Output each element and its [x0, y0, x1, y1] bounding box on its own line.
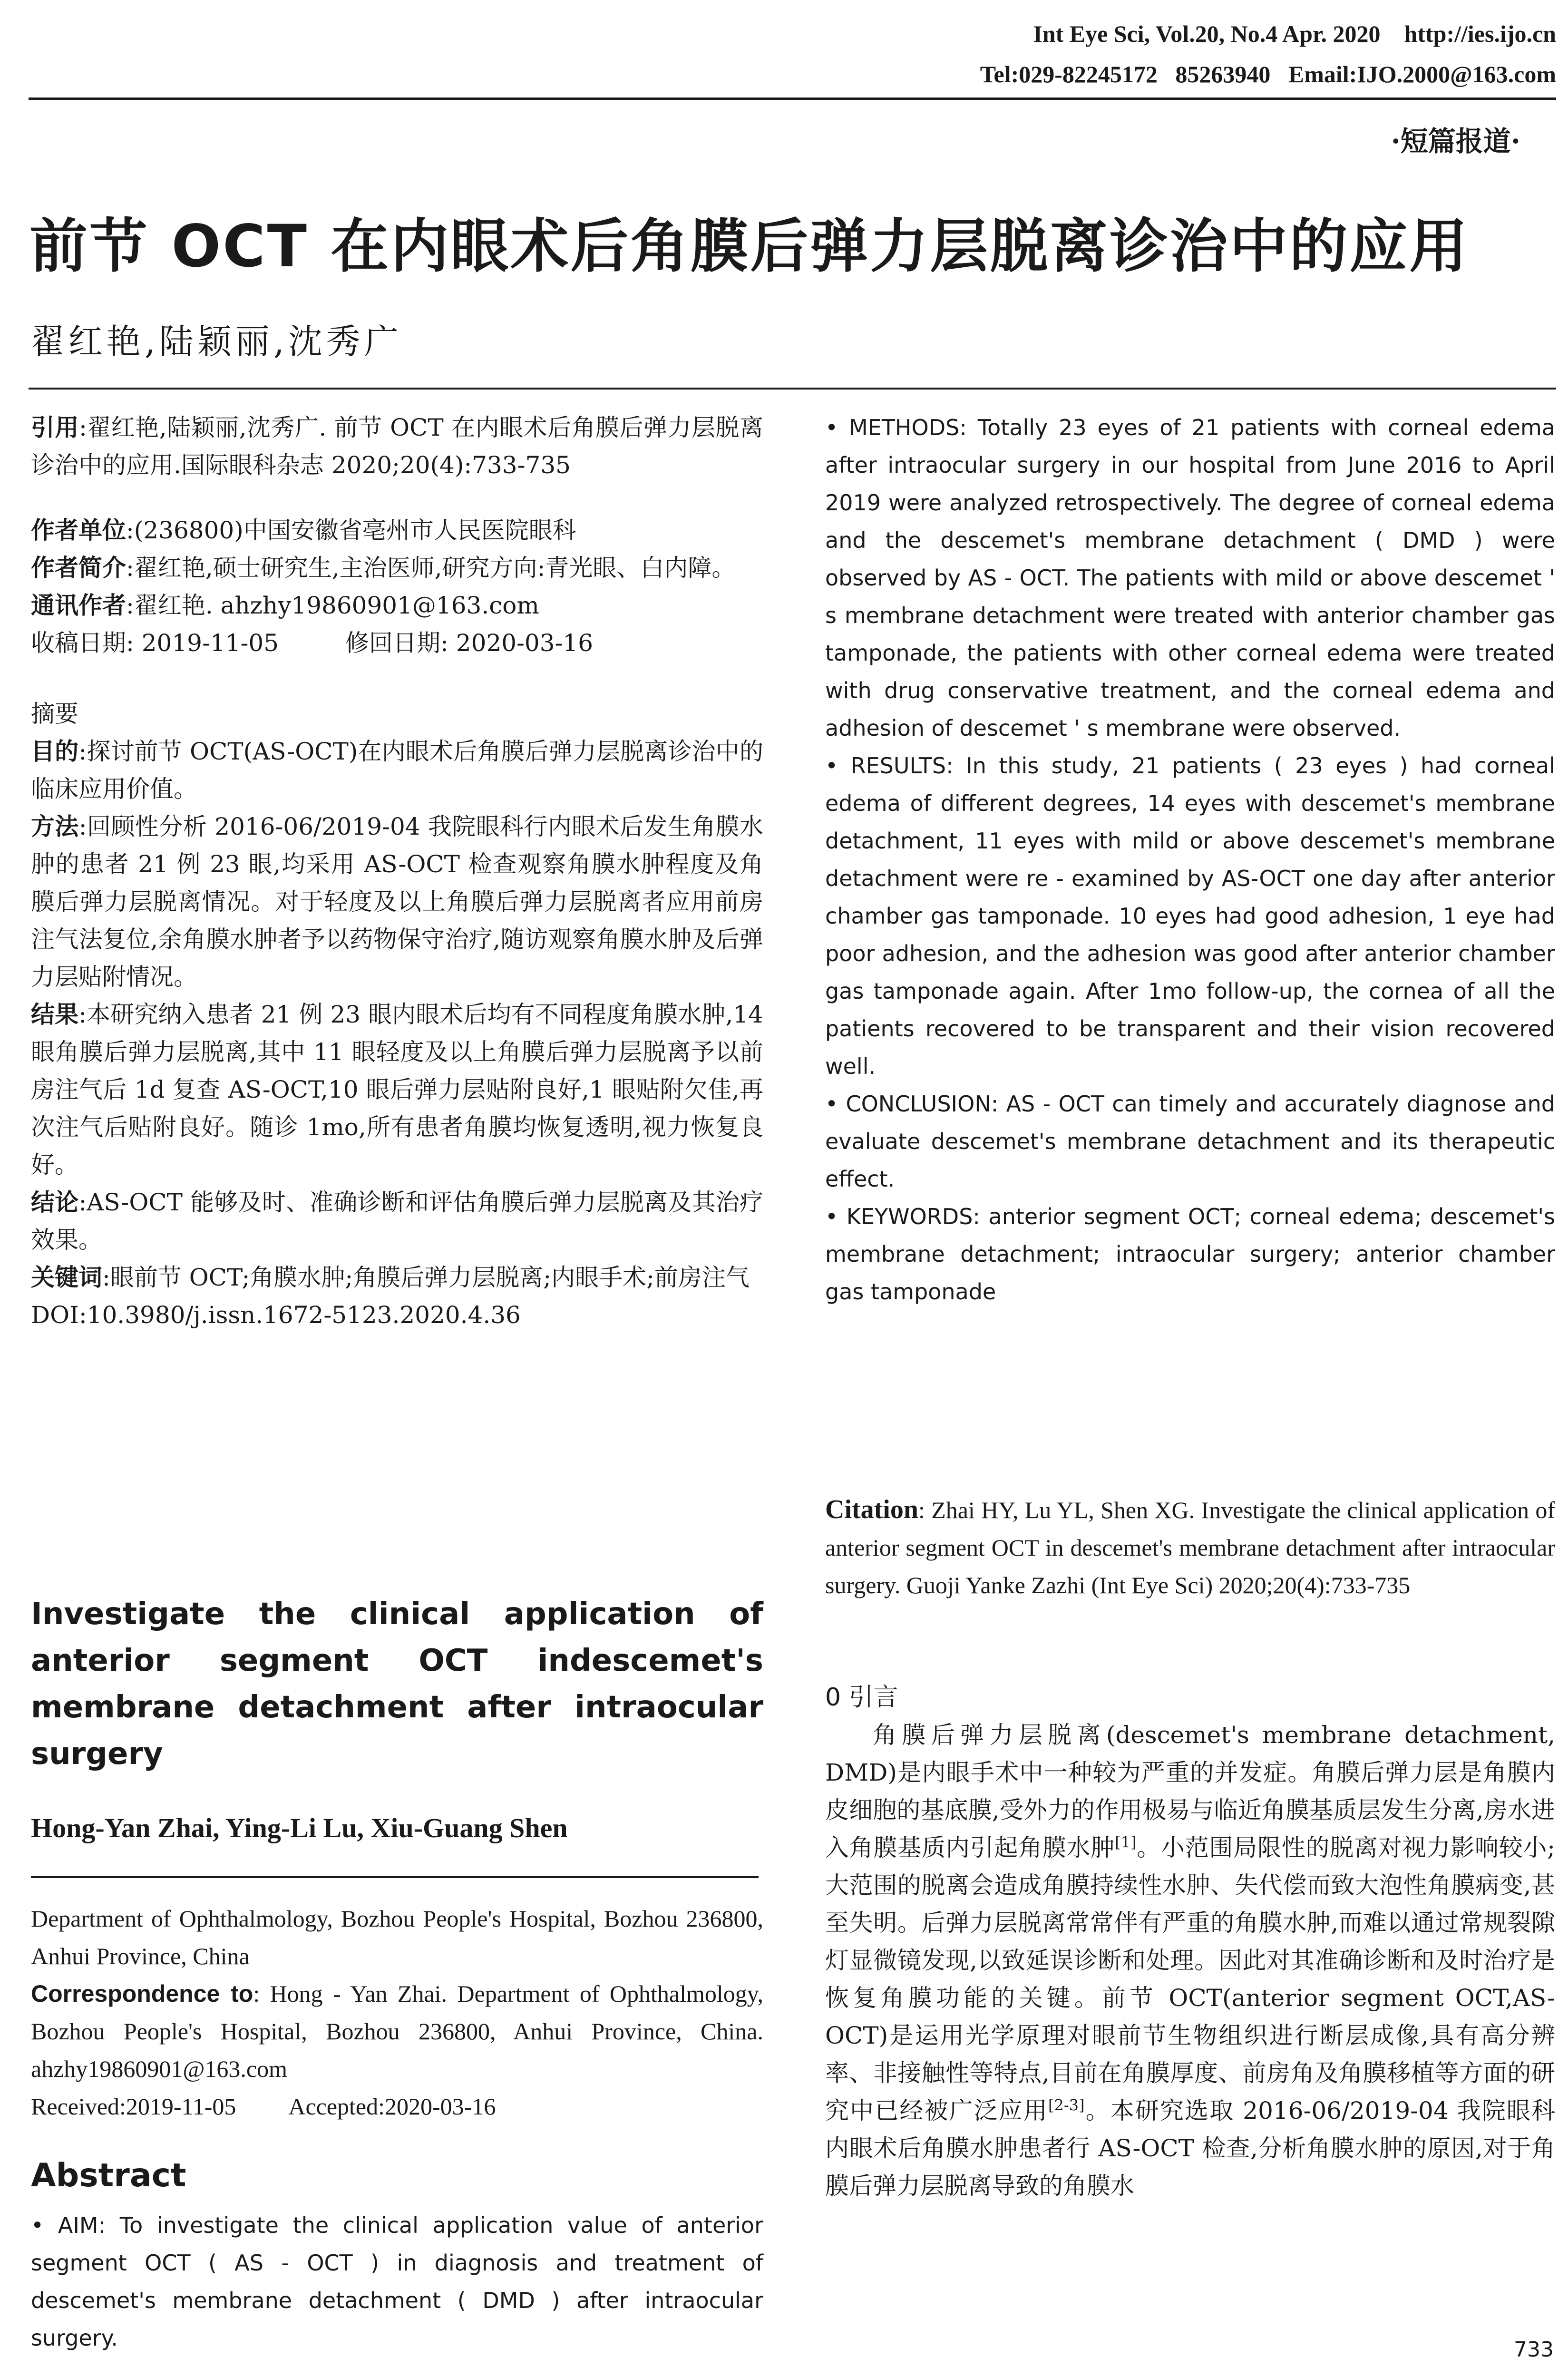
- english-authors: Hong-Yan Zhai, Ying-Li Lu, Xiu-Guang Shen: [31, 1812, 568, 1843]
- author-intro: [31, 549, 763, 587]
- page-number: 733: [1514, 2338, 1554, 2362]
- abstract-cn-methods: [31, 808, 763, 996]
- results-label: 结果: [31, 1001, 79, 1028]
- corresponding-author-label: 通讯作者: [31, 592, 126, 619]
- english-keywords: • KEYWORDS: anterior segment OCT; corneal edema; descemet's membrane detachment; intraocular surgery; anterior chamber gas tamponade: [825, 1204, 1555, 1305]
- english-title: Investigate the clinical application of anterior segment OCT indescemet's membrane detachment after intraocular surgery: [31, 1597, 763, 1772]
- author-unit-text: :(236800)中国安徽省亳州市人民医院眼科: [126, 516, 576, 544]
- aim-text: :探讨前节 OCT(AS-OCT)在内眼术后角膜后弹力层脱离诊治中的临床应用价值。: [31, 738, 763, 803]
- aim-label: 目的: [31, 738, 79, 765]
- english-methods: • METHODS: Totally 23 eyes of 21 patients with corneal edema after intraocular surgery in our hospital from June 2016 to April 2019 were analyzed retrospectively. The degree of corneal edema and the descemet's membrane detachment ( DMD ) were observed by AS - OCT. The patients with mild or above descemet ' s membrane detachment were treated with anterior chamber gas tamponade, the patients with other corneal edema were treated with drug conservative treatment, and the corneal edema and adhesion of descemet ' s membrane were observed.: [825, 415, 1555, 741]
- english-received: Received:2019-11-05: [31, 2093, 236, 2120]
- abstract-cn-heading: 摘要: [31, 700, 78, 728]
- left-column-cn: [31, 409, 763, 1334]
- introduction-section: [825, 1679, 1555, 2205]
- author-unit: [31, 512, 763, 549]
- keywords-text: :眼前节 OCT;角膜水肿;角膜后弹力层脱离;内眼手术;前房注气: [102, 1264, 750, 1291]
- english-citation-label: Citation: [825, 1495, 918, 1524]
- citation-cn: [31, 409, 763, 484]
- authors-cn: 翟红艳,陆颖丽,沈秀广: [30, 321, 402, 361]
- section-tag: ·短篇报道·: [1391, 125, 1520, 157]
- introduction-heading: 0 引言: [825, 1683, 898, 1712]
- keywords-label: 关键词: [31, 1264, 102, 1291]
- intro-text-3: 。本研究选取 2016-06/2019-04 我院眼科内眼术后角膜水肿患者行 AS-OCT 检查,分析角膜水肿的原因,对于角膜后弹力层脱离导致的角膜水: [825, 2097, 1555, 2200]
- english-aim: • AIM: To investigate the clinical application value of anterior segment OCT ( AS - OCT ) in diagnosis and treatment of descemet's membrane detachment ( DMD ) after intraocular surgery.: [31, 2212, 763, 2351]
- english-correspondence-label: Correspondence to: [31, 1980, 253, 2007]
- journal-header-line1: Int Eye Sci, Vol.20, No.4 Apr. 2020 http://ies.ijo.cn: [1033, 20, 1556, 47]
- corresponding-author: [31, 587, 763, 624]
- citation-cn-label: 引用: [31, 414, 79, 441]
- abstract-cn-aim: [31, 733, 763, 808]
- methods-label: 方法: [31, 813, 79, 840]
- conclusion-text: :AS-OCT 能够及时、准确诊断和评估角膜后弹力层脱离及其治疗效果。: [31, 1188, 763, 1254]
- english-citation-block: [825, 1491, 1555, 1604]
- english-correspondence-text: : Hong - Yan Zhai. Department of Ophthalmology, Bozhou People's Hospital, Bozhou 236800, Anhui Province, China. ahzhy19860901@163.com: [31, 1980, 764, 2082]
- ref-2-3[interactable]: [2-3]: [1048, 2096, 1085, 2114]
- page-title: 前节 OCT 在内眼术后角膜后弹力层脱离诊治中的应用: [29, 213, 1470, 280]
- dates-cn: [31, 624, 763, 662]
- intro-text-1: 角膜后弹力层脱离(descemet's membrane detachment, DMD)是内眼手术中一种较为严重的并发症。角膜后弹力层是角膜内皮细胞的基底膜,受外力的作用极易与临近角膜基质层发生分离,房水进入角膜基质内引起角膜水肿: [825, 1721, 1555, 1861]
- english-accepted: Accepted:2020-03-16: [288, 2093, 496, 2120]
- abstract-heading: Abstract: [31, 2157, 186, 2194]
- abstract-cn-conclusion: [31, 1184, 763, 1259]
- author-intro-text: :翟红艳,硕士研究生,主治医师,研究方向:青光眼、白内障。: [126, 554, 736, 582]
- introduction-paragraph: [825, 1716, 1555, 2205]
- received-date-cn: 收稿日期: 2019-11-05: [31, 629, 279, 657]
- right-column-flow: [825, 2, 1555, 1311]
- english-abstract-aim-block: [31, 2207, 763, 2357]
- journal-header-line2: Tel:029-82245172 85263940 Email:IJO.2000@163.com: [980, 61, 1556, 88]
- english-citation: [825, 1491, 1555, 1604]
- english-affiliation-block: [31, 1900, 763, 2125]
- english-authors-rule: [31, 1876, 759, 1878]
- abstract-cn-results: [31, 996, 763, 1184]
- english-department: Department of Ophthalmology, Bozhou People's Hospital, Bozhou 236800, Anhui Province, China: [31, 1905, 763, 1969]
- english-citation-text: : Zhai HY, Lu YL, Shen XG. Investigate the clinical application of anterior segment OCT in descemet's membrane detachment after intraocular surgery. Guoji Yanke Zazhi (Int Eye Sci) 2020;20(4):733-735: [825, 1497, 1555, 1598]
- conclusion-label: 结论: [31, 1188, 79, 1216]
- corresponding-author-text: :翟红艳. ahzhy19860901@163.com: [126, 592, 539, 619]
- intro-text-2: 。小范围局限性的脱离对视力影响较小;大范围的脱离会造成角膜持续性水肿、失代偿而致大泡性角膜病变,甚至失明。后弹力层脱离常常伴有严重的角膜水肿,而难以通过常规裂隙灯显微镜发现,以致延误诊断和处理。因此对其准确诊断和及时治疗是恢复角膜功能的关键。前节 OCT(anterior segment OCT,AS-OCT)是运用光学原理对眼前节生物组织进行断层成像,具有高分辨率、非接触性等特点,目前在角膜厚度、前房角及角膜移植等方面的研究中已经被广泛应用: [825, 1834, 1555, 2124]
- english-conclusion: • CONCLUSION: AS - OCT can timely and accurately diagnose and evaluate descemet's membrane detachment and its therapeutic effect.: [825, 1091, 1555, 1192]
- results-text: :本研究纳入患者 21 例 23 眼内眼术后均有不同程度角膜水肿,14 眼角膜后弹力层脱离,其中 11 眼轻度及以上角膜后弹力层脱离予以前房注气后 1d 复查 AS-OCT,10 眼后弹力层贴附良好,1 眼贴附欠佳,再次注气后贴附良好。随诊 1mo,所有患者角膜均恢复透明,视力恢复良好。: [31, 1001, 763, 1179]
- english-results: • RESULTS: In this study, 21 patients ( 23 eyes ) had corneal edema of different degrees, 14 eyes with descemet's membrane detachment, 11 eyes with mild or above descemet's membrane detachment were re - examined by AS-OCT one day after anterior chamber gas tamponade. 10 eyes had good adhesion, 1 eye had poor adhesion, and the adhesion was good after anterior chamber gas tamponade again. After 1mo follow-up, the cornea of all the patients recovered to be transparent and their vision recovered well.: [825, 753, 1555, 1079]
- english-correspondence: [31, 1975, 763, 2088]
- author-unit-label: 作者单位: [31, 516, 126, 544]
- english-dates: [31, 2088, 763, 2125]
- methods-text: :回顾性分析 2016-06/2019-04 我院眼科行内眼术后发生角膜水肿的患者 21 例 23 眼,均采用 AS-OCT 检查观察角膜水肿程度及角膜后弹力层脱离情况。对于轻度及以上角膜后弹力层脱离者应用前房注气法复位,余角膜水肿者予以药物保守治疗,随访观察角膜水肿及后弹力层贴附情况。: [31, 813, 763, 991]
- doi: DOI:10.3980/j.issn.1672-5123.2020.4.36: [31, 1301, 521, 1329]
- author-intro-label: 作者简介: [31, 554, 126, 582]
- abstract-cn-keywords: [31, 1259, 763, 1296]
- revised-date-cn: 修回日期: 2020-03-16: [345, 629, 594, 657]
- citation-cn-text: :翟红艳,陆颖丽,沈秀广. 前节 OCT 在内眼术后角膜后弹力层脱离诊治中的应用.国际眼科杂志 2020;20(4):733-735: [31, 414, 763, 479]
- ref-1[interactable]: [1]: [1115, 1833, 1137, 1851]
